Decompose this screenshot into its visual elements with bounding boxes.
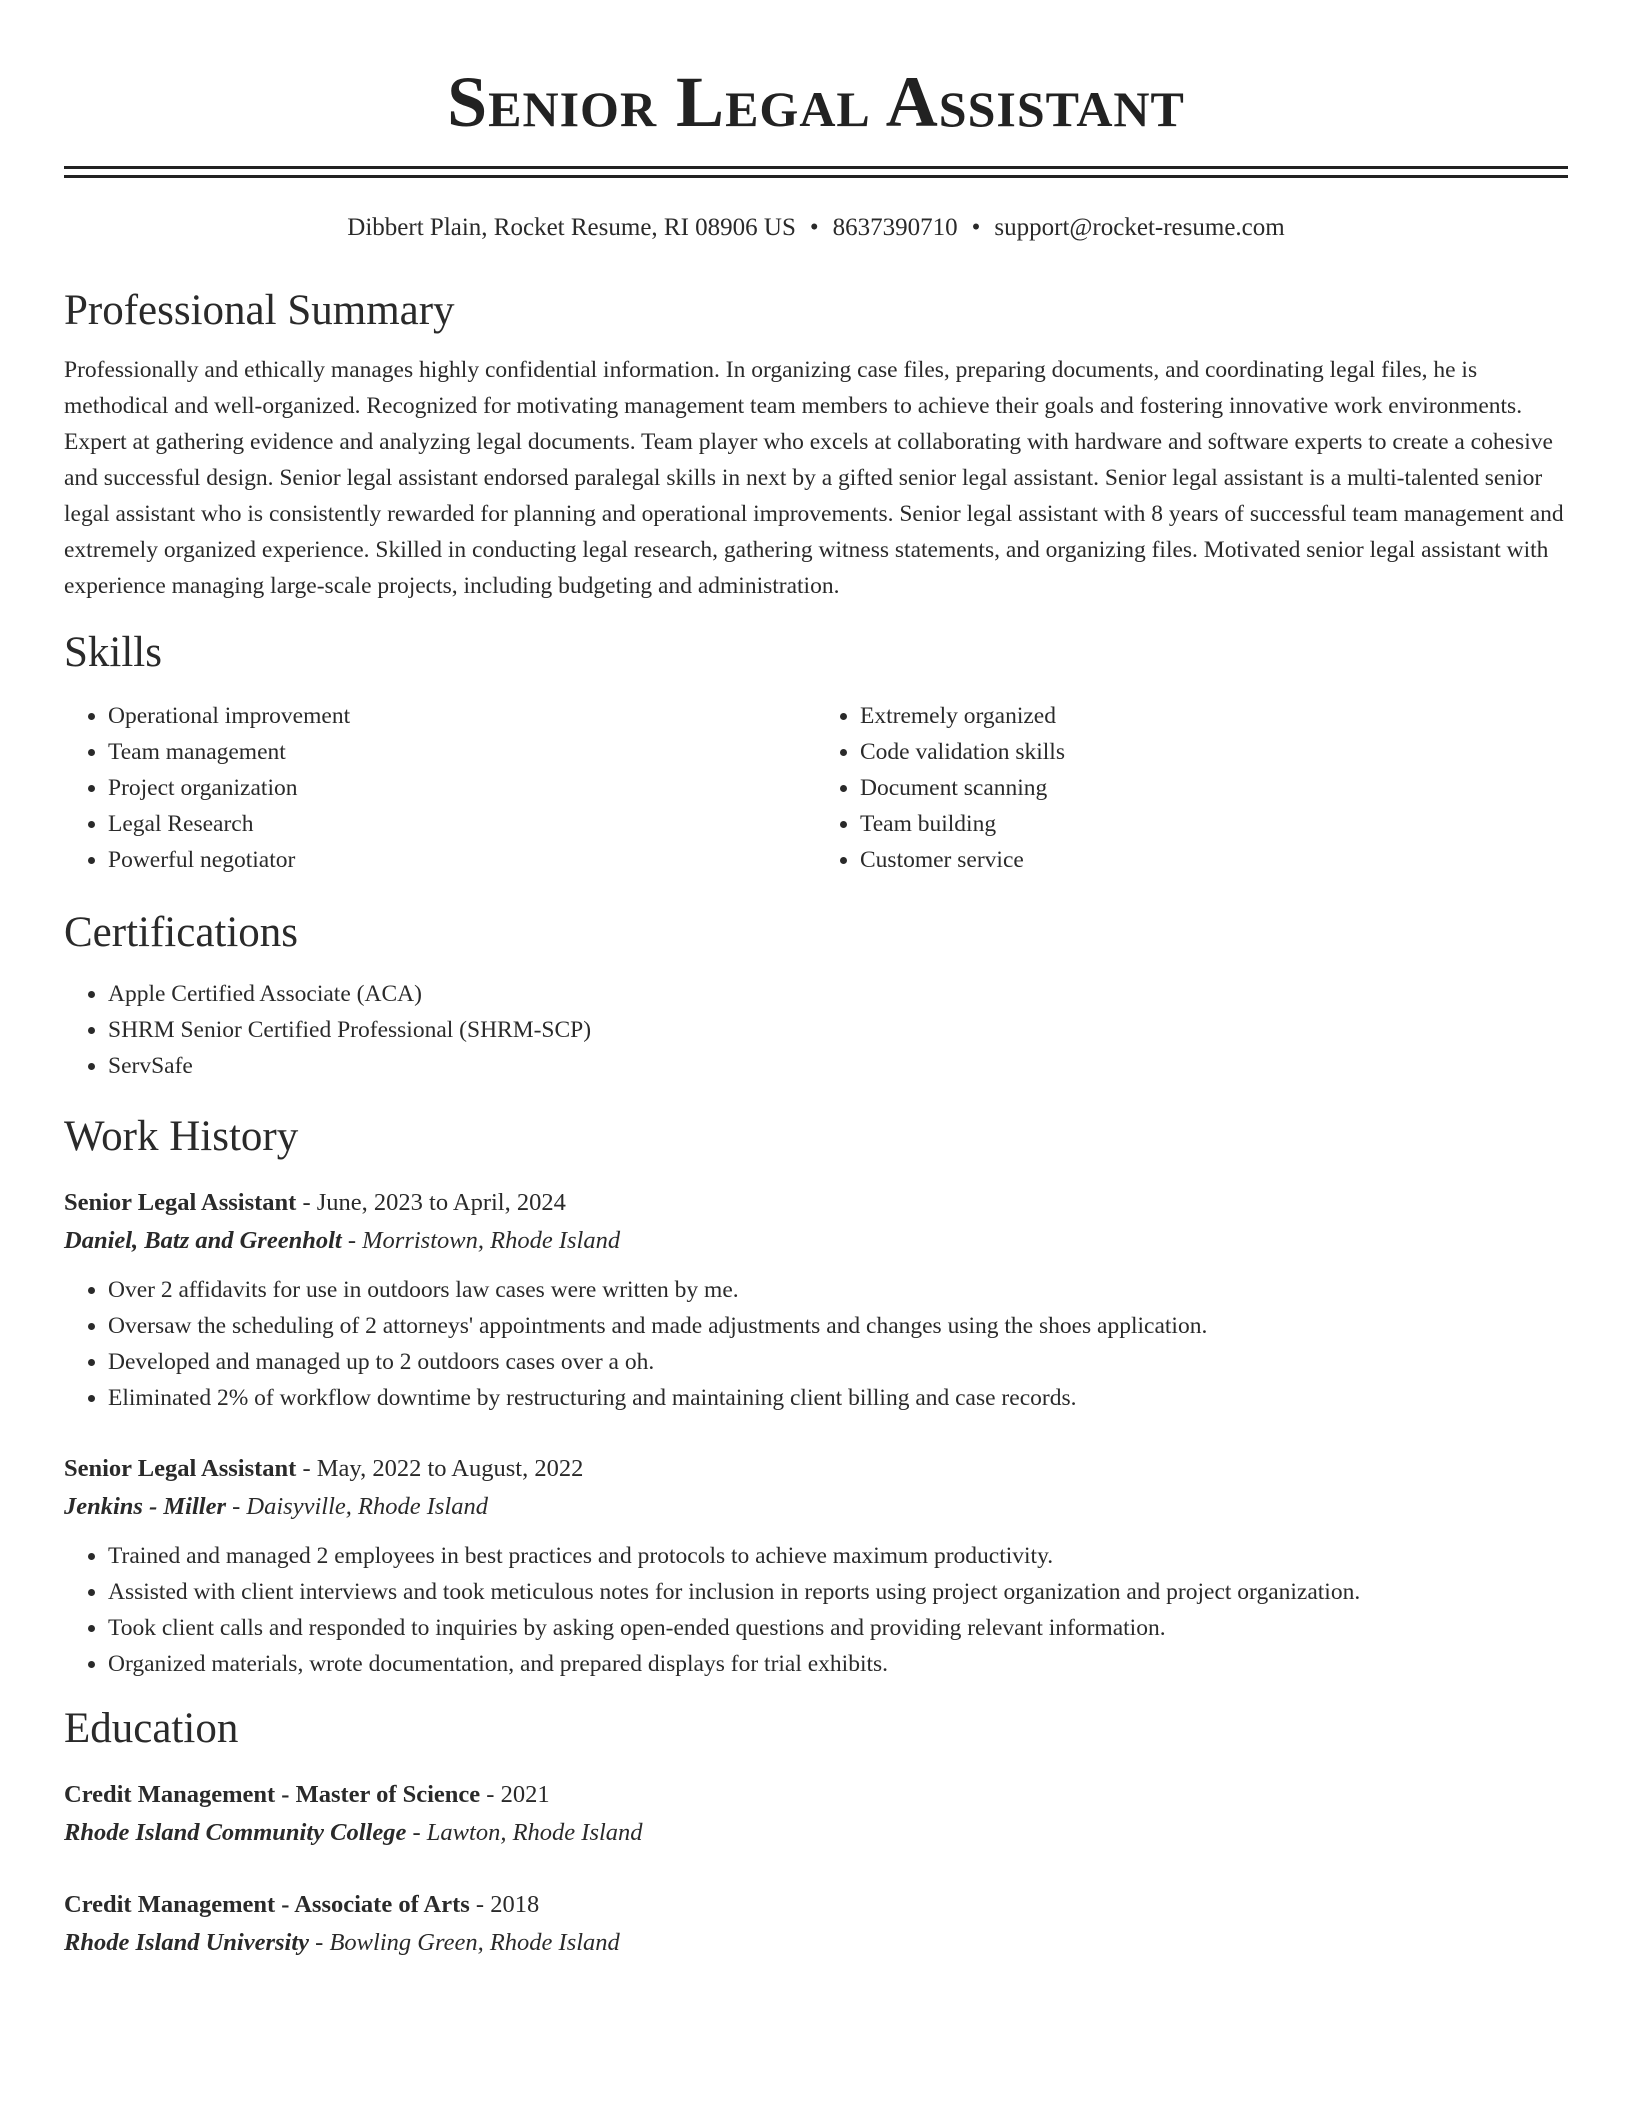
- dash-separator: -: [475, 1891, 485, 1918]
- education-entry: [64, 1886, 1568, 1962]
- school-name: Rhode Island Community College: [64, 1819, 407, 1846]
- contact-email: support@rocket-resume.com: [994, 214, 1285, 241]
- employer-line: [64, 1222, 1568, 1260]
- contact-separator: •: [971, 214, 981, 241]
- dash-separator: -: [486, 1781, 495, 1808]
- skill-item: • Legal Research: [108, 806, 816, 842]
- certifications-heading: Certifications: [64, 909, 299, 956]
- degree-year: 2018: [490, 1891, 540, 1918]
- title-rule-top: [64, 166, 1568, 169]
- certification-item: • SHRM Senior Certified Professional (SHRM-SCP): [108, 1012, 1568, 1048]
- skill-item: • Project organization: [108, 770, 816, 806]
- dash-separator: -: [347, 1227, 357, 1254]
- degree-line: [64, 1886, 1568, 1924]
- skills-columns: [64, 698, 1568, 878]
- job-entry: [64, 1450, 1568, 1682]
- job-bullet: • Organized materials, wrote documentation, and prepared displays for trial exhibits.: [108, 1646, 1568, 1682]
- dash-separator: -: [232, 1493, 241, 1520]
- job-bullet: • Developed and managed up to 2 outdoors cases over a oh.: [108, 1344, 1568, 1380]
- skill-item: • Powerful negotiator: [108, 842, 816, 878]
- school-line: [64, 1924, 1568, 1962]
- degree-name: Credit Management - Associate of Arts: [64, 1891, 470, 1918]
- job-title: Senior Legal Assistant: [64, 1455, 297, 1482]
- degree-line: [64, 1776, 1568, 1814]
- skill-item: • Team management: [108, 734, 816, 770]
- school-location: Lawton, Rhode Island: [426, 1819, 643, 1846]
- dash-separator: -: [302, 1189, 311, 1216]
- job-bullets: [64, 1538, 1568, 1682]
- job-dates: May, 2022 to August, 2022: [316, 1455, 584, 1482]
- job-dates: June, 2023 to April, 2024: [316, 1189, 566, 1216]
- contact-separator: •: [809, 214, 819, 241]
- summary-heading: Professional Summary: [64, 287, 455, 334]
- school-location: Bowling Green, Rhode Island: [329, 1929, 620, 1956]
- contact-address: Dibbert Plain, Rocket Resume, RI 08906 US: [347, 214, 796, 241]
- contact-line: [64, 212, 1568, 244]
- work-history-heading: Work History: [64, 1113, 299, 1160]
- job-title-line: [64, 1450, 1568, 1488]
- skill-item: • Code validation skills: [860, 734, 1568, 770]
- employer-name: Jenkins - Miller: [64, 1493, 226, 1520]
- job-title: Senior Legal Assistant: [64, 1189, 297, 1216]
- skill-item: • Extremely organized: [860, 698, 1568, 734]
- contact-phone: 8637390710: [832, 214, 958, 241]
- skill-item: • Team building: [860, 806, 1568, 842]
- employer-location: Morristown, Rhode Island: [362, 1227, 621, 1254]
- degree-year: 2021: [500, 1781, 550, 1808]
- certification-item: • Apple Certified Associate (ACA): [108, 976, 1568, 1012]
- certifications-list: [64, 976, 1568, 1084]
- certification-item: • ServSafe: [108, 1048, 1568, 1084]
- skills-left-list: [64, 698, 816, 878]
- school-name: Rhode Island University: [64, 1929, 310, 1956]
- job-bullet: • Oversaw the scheduling of 2 attorneys' appointments and made adjustments and changes using the shoes application.: [108, 1308, 1568, 1344]
- dash-separator: -: [315, 1929, 324, 1956]
- education-entry: [64, 1776, 1568, 1852]
- skills-heading: Skills: [64, 629, 162, 676]
- school-line: [64, 1814, 1568, 1852]
- job-bullets: [64, 1272, 1568, 1416]
- employer-line: [64, 1488, 1568, 1526]
- skill-item: • Document scanning: [860, 770, 1568, 806]
- job-bullet: • Eliminated 2% of workflow downtime by restructuring and maintaining client billing and case records.: [108, 1380, 1568, 1416]
- job-bullet: • Over 2 affidavits for use in outdoors law cases were written by me.: [108, 1272, 1568, 1308]
- skill-item: • Operational improvement: [108, 698, 816, 734]
- job-bullet: • Trained and managed 2 employees in best practices and protocols to achieve maximum productivity.: [108, 1538, 1568, 1574]
- employer-location: Daisyville, Rhode Island: [246, 1493, 488, 1520]
- dash-separator: -: [302, 1455, 311, 1482]
- skill-item: • Customer service: [860, 842, 1568, 878]
- job-bullet: • Assisted with client interviews and took meticulous notes for inclusion in reports using project organization and project organization.: [108, 1574, 1568, 1610]
- resume-title: Senior Legal Assistant: [447, 62, 1185, 142]
- job-title-line: [64, 1184, 1568, 1222]
- summary-text: Professionally and ethically manages highly confidential information. In organizing case files, preparing documents, and coordinating legal files, he is methodical and well-organized. Recognized for motivating management team members to achieve their goals and fostering innovative work environments. Expert at gathering evidence and analyzing legal documents. Team player who excels at collaborating with hardware and software experts to create a cohesive and successful design. Senior legal assistant endorsed paralegal skills in next by a gifted senior legal assistant. Senior legal assistant is a multi-talented senior legal assistant who is consistently rewarded for planning and operational improvements. Senior legal assistant with 8 years of successful team management and extremely organized experience. Skilled in conducting legal research, gathering witness statements, and organizing files. Motivated senior legal assistant with experience managing large-scale projects, including budgeting and administration.: [64, 357, 1564, 599]
- title-rule-bottom: [64, 175, 1568, 178]
- skills-right-list: [816, 698, 1568, 878]
- job-entry: [64, 1184, 1568, 1416]
- employer-name: Daniel, Batz and Greenholt: [64, 1227, 342, 1254]
- dash-separator: -: [412, 1819, 421, 1846]
- job-bullet: • Took client calls and responded to inquiries by asking open-ended questions and providing relevant information.: [108, 1610, 1568, 1646]
- degree-name: Credit Management - Master of Science: [64, 1781, 481, 1808]
- education-heading: Education: [64, 1705, 239, 1752]
